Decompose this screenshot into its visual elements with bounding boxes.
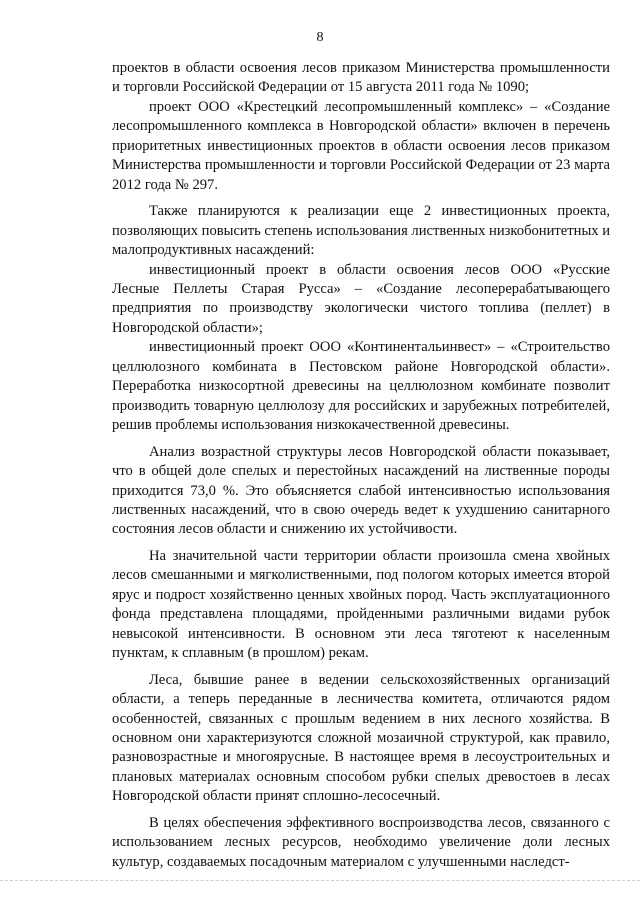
page-bottom-edge [0, 880, 640, 881]
document-body [112, 59, 610, 872]
paragraph-forest-change: На значительной части территории области произошла смена хвойных лесов смешанными и мягколиственными, под пологом которых имеется второй ярус и подрост хозяйственно ценных хвойных пород. Часть эксплуатационного фонда представлена площадями, пройденными различными видами рубок невысокой интенсивности. В основном эти леса тяготеют к населенным пунктам, к сплавным (в прошлом) рекам. [112, 547, 610, 662]
paragraph-former-agricultural-forests: Леса, бывшие ранее в ведении сельскохозяйственных организаций области, а теперь переданные в лесничества комитета, отличаются рядом особенностей, связанных с прошлым ведением в них лесного хозяйства. В основном они характеризуются сложной мозаичной структурой, как правило, разновозрастные и многоярусные. В настоящее время в лесоустроительных и плановых материалах основным способом рубки спелых древостоев в лесах Новгородской области принят сплошно-лесосечный. [112, 671, 610, 805]
paragraph-pulp-mill-project: инвестиционный проект ООО «Континентальинвест» – «Строительство целлюлозного комбината в Пестовском районе Новгородской области». Переработка низкосортной древесины на целлюлозном комбинате позволит производить товарную целлюлозу для российских и зарубежных потребителей, решив проблемы использования низкокачественной древесины. [112, 339, 610, 434]
paragraph-continuation: проектов в области освоения лесов приказом Министерства промышленности и торговли Российской Федерации от 15 августа 2011 года № 1090; [112, 60, 610, 96]
paragraph-krestetsky-project: проект ООО «Крестецкий лесопромышленный комплекс» – «Создание лесопромышленного комплекса в Новгородской области» включен в перечень приоритетных инвестиционных проектов в области освоения лесов приказом Министерства промышленности и торговли Российской Федерации от 23 марта 2012 года № 297. [112, 98, 610, 193]
paragraph-age-structure: Анализ возрастной структуры лесов Новгородской области показывает, что в общей доле спелых и перестойных насаждений на лиственные породы приходится 73,0 %. Это объясняется слабой интенсивностью использования лиственных насаждений, что в свою очередь ведет к ухудшению санитарного состояния лесов области и снижению их устойчивости. [112, 443, 610, 538]
paragraph-reforestation: В целях обеспечения эффективного воспроизводства лесов, связанного с использованием лесных ресурсов, необходимо увеличение доли лесных культур, создаваемых посадочным материалом с улучшенными наследст- [112, 814, 610, 870]
page-number: 8 [316, 30, 324, 45]
paragraph-planned-projects: Также планируются к реализации еще 2 инвестиционных проекта, позволяющих повысить степень использования лиственных низкобонитетных и малопродуктивных насаждений: [112, 203, 611, 259]
paragraph-pellets-project: инвестиционный проект в области освоения лесов ООО «Русские Лесные Пеллеты Старая Русса» – «Создание лесоперерабатывающего предприятия по производству экологически чистого топлива (пеллет) в Новгородской области»; [112, 261, 610, 336]
